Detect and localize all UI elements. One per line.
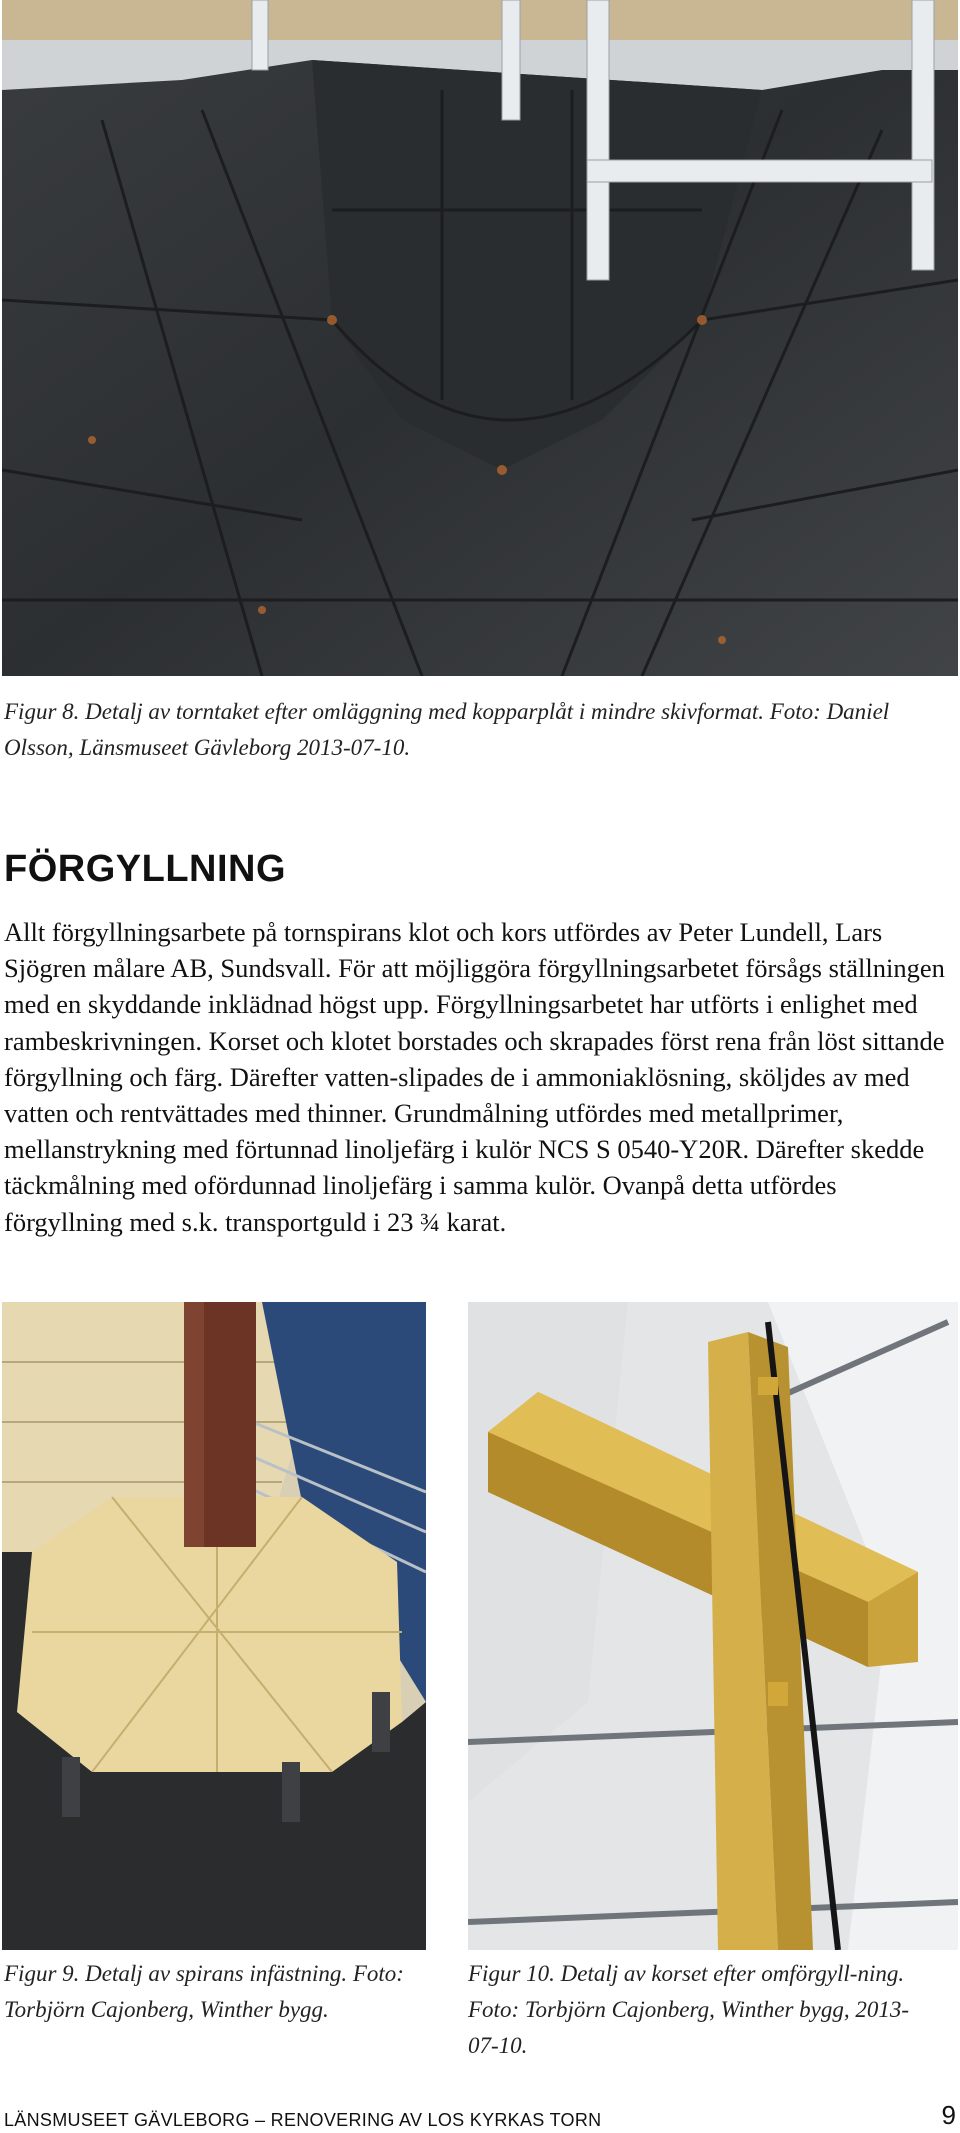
footer-title: LÄNSMUSEET GÄVLEBORG – RENOVERING AV LOS KYRKAS TORN (4, 2110, 602, 2130)
figure-8-photo (2, 0, 958, 676)
figure-9-photo (2, 1302, 426, 1950)
section-body: Allt förgyllningsarbete på tornspirans klot och kors utfördes av Peter Lundell, Lars Sjögren målare AB, Sundsvall. För att möjliggöra förgyllningsarbetet försågs ställningen med en skyddande inklädnad högst upp. Förgyllningsarbetet har utförts i enlighet med rambeskrivningen. Korset och klotet borstades och skrapades först rena från löst sittande förgyllning och färg. Därefter vatten-slipades de i ammoniaklösning, sköljdes av med vatten och rentvättades med thinner. Grundmålning utfördes med metallprimer, mellanstrykning med förtunnad linoljefärg i kulör NCS S 0540-Y20R. Därefter skedde täckmålning med ofördunnad linoljefärg i samma kulör. Ovanpå detta utfördes förgyllning med s.k. transportguld i 23 ¾ karat. (4, 917, 945, 1237)
section-heading: FÖRGYLLNING (4, 848, 287, 890)
figure-8-caption: Figur 8. Detalj av torntaket efter omläggning med kopparplåt i mindre skivformat. Foto: Daniel Olsson, Länsmuseet Gävleborg 2013-07-10. (4, 699, 890, 760)
figure-10-photo (468, 1302, 958, 1950)
page-number: 9 (941, 2100, 956, 2130)
figure-10-caption: Figur 10. Detalj av korset efter omförgyll-ning. Foto: Torbjörn Cajonberg, Winther bygg, 2013-07-10. (468, 1961, 910, 2058)
figure-9-caption: Figur 9. Detalj av spirans infästning. Foto: Torbjörn Cajonberg, Winther bygg. (4, 1961, 404, 2022)
